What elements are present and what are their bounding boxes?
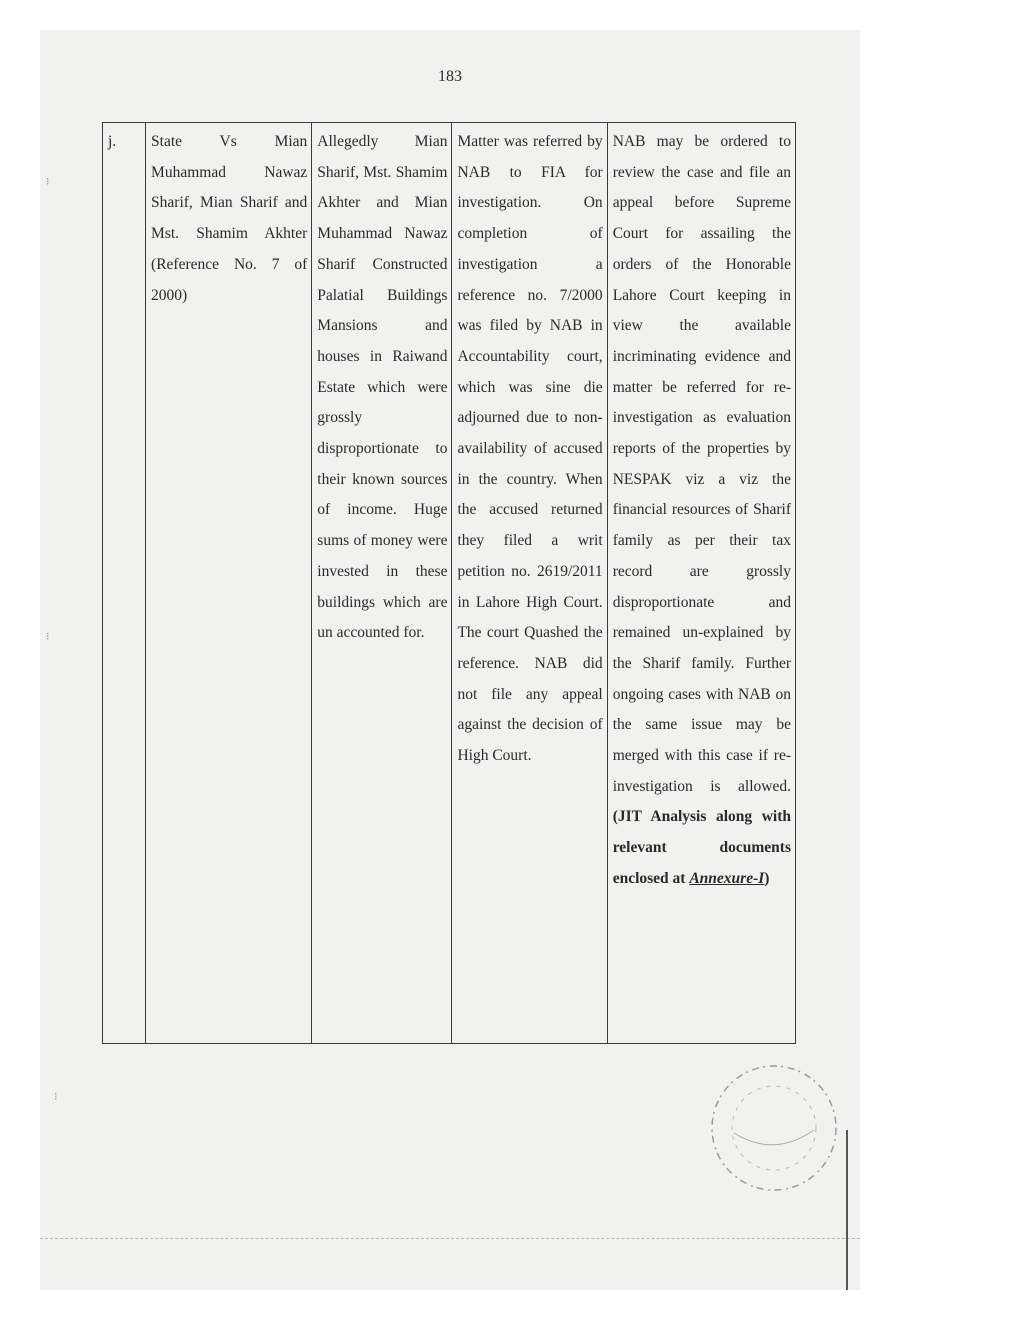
footer-rule: [40, 1238, 860, 1239]
recommendation-text: NAB may be ordered to review the case and file an appeal before Supreme Court for assailing the orders of the Honorable Lahore Court keeping in view the available incriminating evidence and matter be referred for re-investigation as evaluation reports of the properties by NESPAK viz a viz the financial resources of Sharif family as per their tax record are grossly disproportionate and remained un-explained by the Sharif family. Further ongoing cases with NAB on the same issue may be merged with this case if re-investigation is allowed.: [612, 133, 791, 795]
allegation-cell: Allegedly Mian Sharif, Mst. Shamim Akhter and Mian Muhammad Nawaz Sharif Constructed Palatial Buildings Mansions and houses in Raiwand Estate which were grossly disproportionate to their known sources of income. Huge sums of money were invested in these buildings which are un accounted for.: [312, 123, 452, 1044]
recommendation-cell: [607, 123, 795, 1044]
margin-mark: ⁝: [46, 175, 50, 188]
official-stamp: [704, 1058, 844, 1198]
table-row: [103, 123, 796, 1044]
annexure-label: Annexure-I: [689, 869, 765, 887]
margin-mark: ⁝: [54, 1090, 58, 1103]
page-number: 183: [438, 68, 462, 85]
enclosure-close: ): [764, 869, 770, 887]
status-cell: Matter was referred by NAB to FIA for investigation. On completion of investigation a reference no. 7/2000 was filed by NAB in Accountability court, which was sine die adjourned due to non-availability of accused in the country. When the accused returned they filed a writ petition no. 2619/2011 in Lahore High Court. The court Quashed the reference. NAB did not file any appeal against the decision of High Court.: [452, 123, 607, 1044]
serial-cell: j.: [103, 123, 146, 1044]
case-title-cell: State Vs Mian Muhammad Nawaz Sharif, Mian Sharif and Mst. Shamim Akhter (Reference No. 7 of 2000): [146, 123, 312, 1044]
page-edge-shadow: [846, 1130, 848, 1290]
document-page: [40, 30, 860, 1290]
margin-mark: ⁝: [46, 630, 50, 643]
cases-table: [102, 122, 796, 1044]
enclosure-note: (JIT Analysis along with relevant documents enclosed at: [612, 808, 791, 887]
